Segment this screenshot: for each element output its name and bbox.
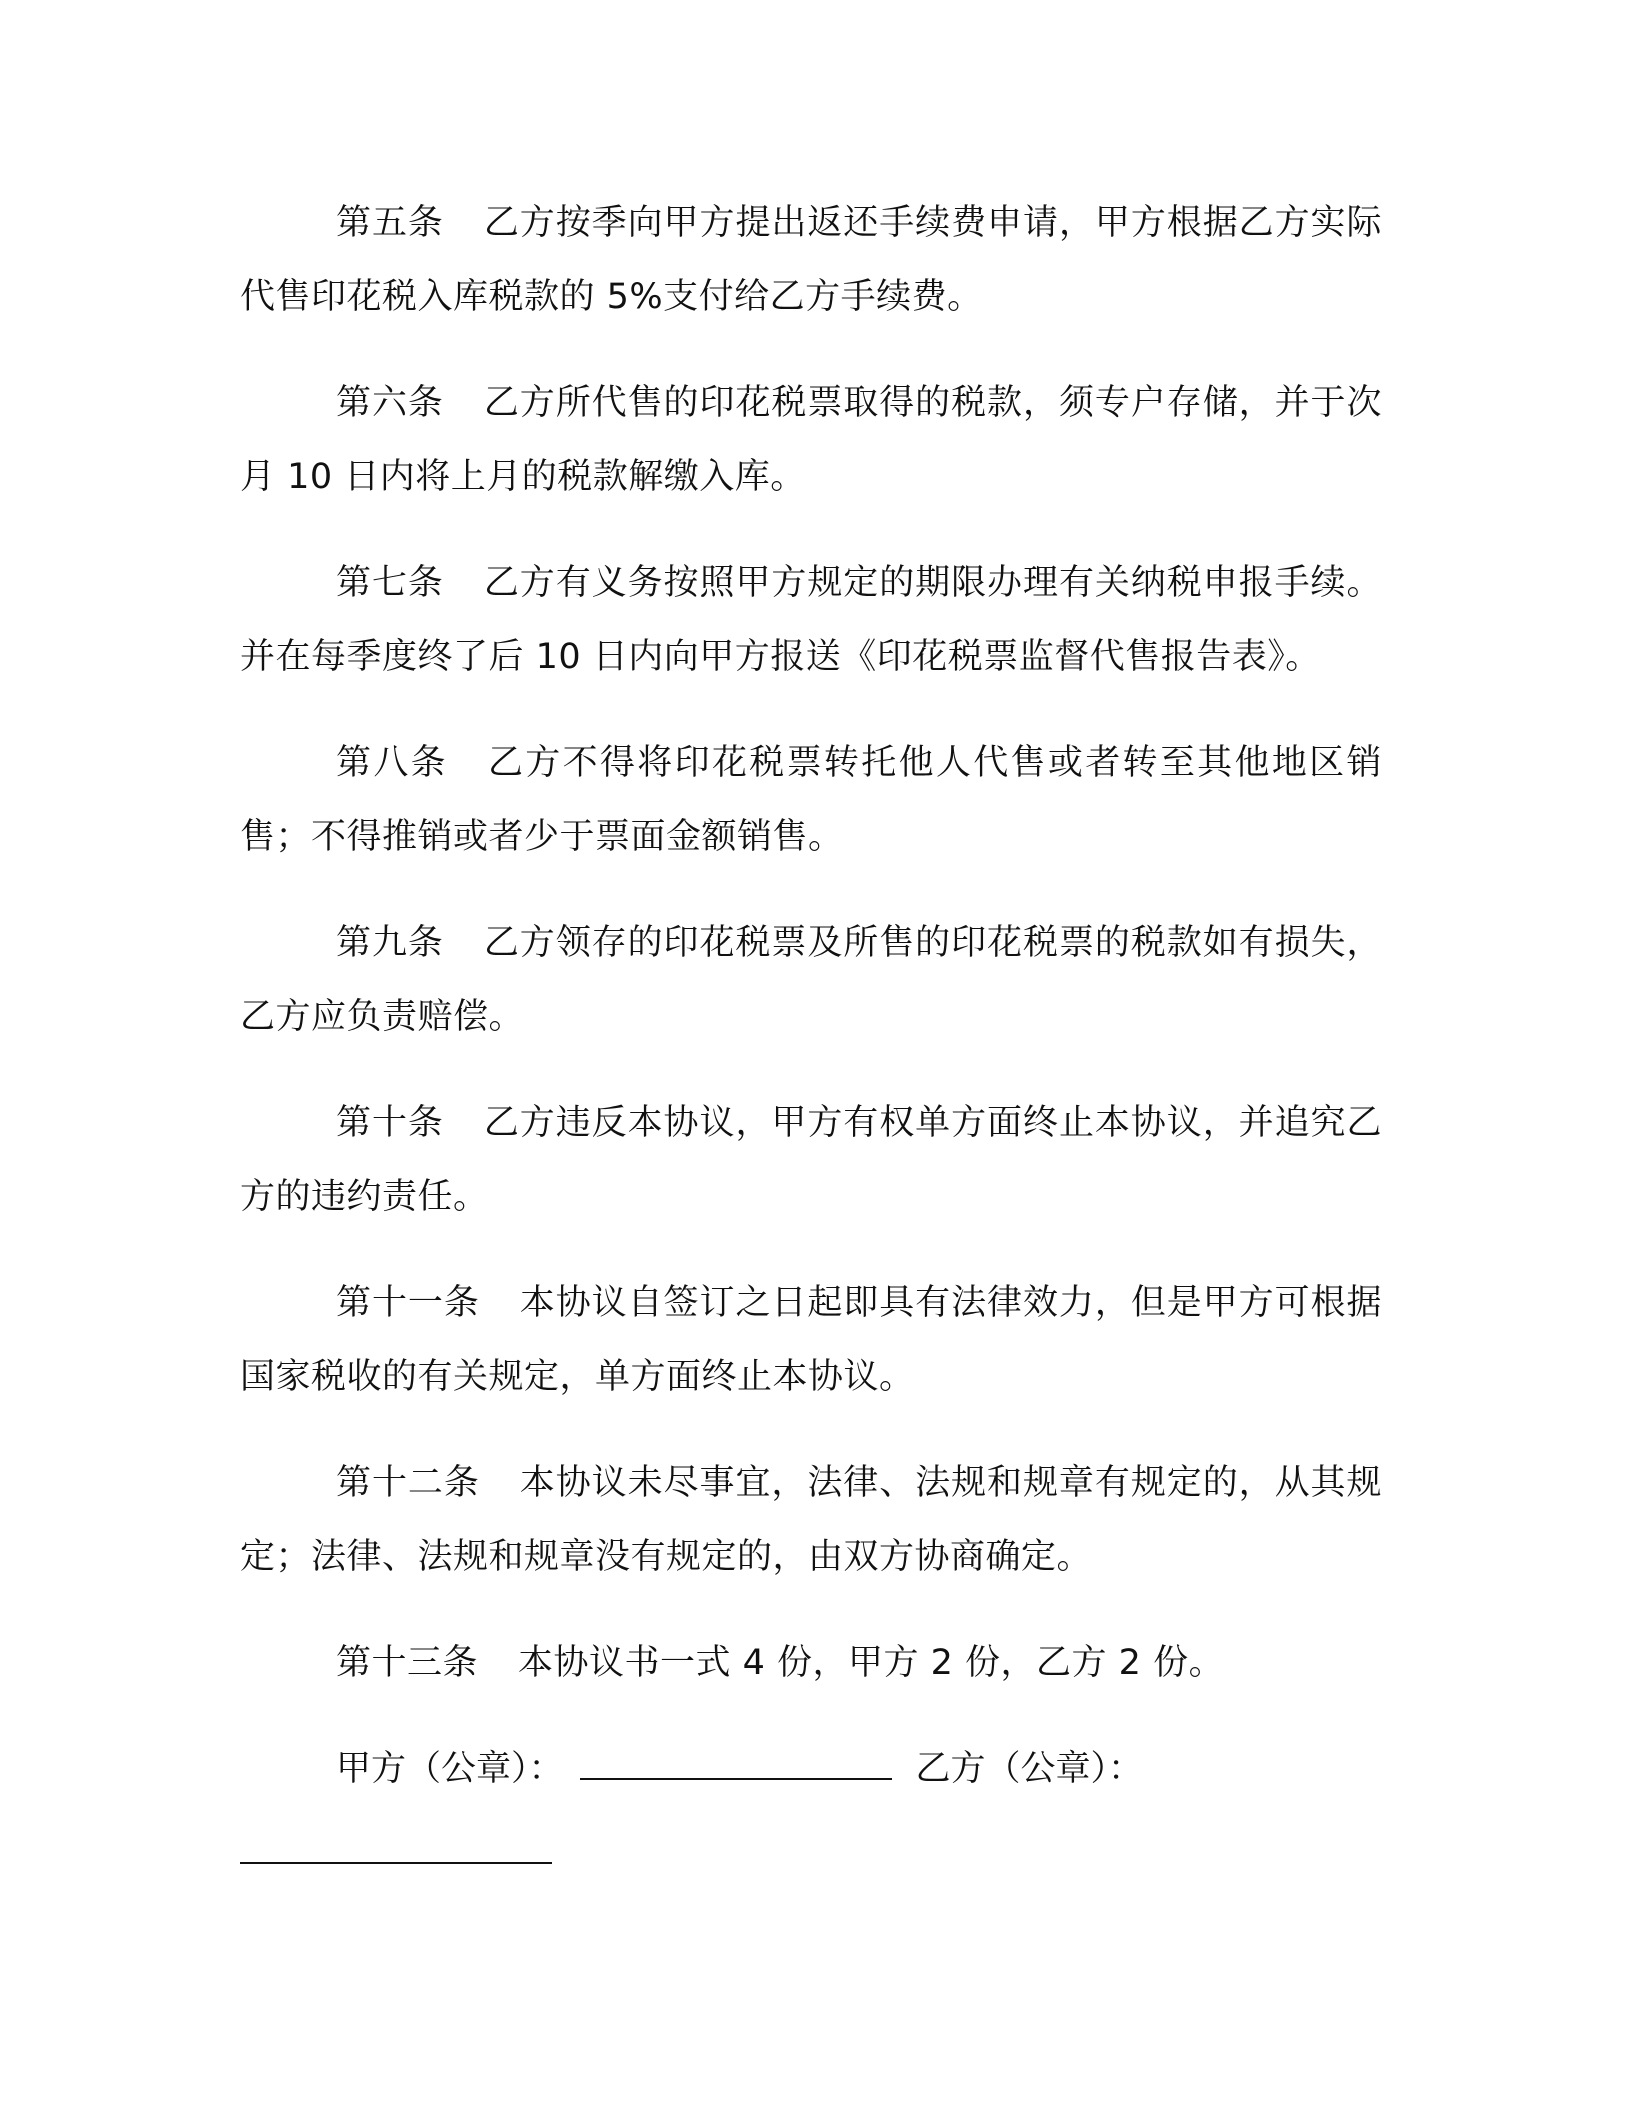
article-8 [240,726,1382,874]
article-number: 第六条 [336,383,444,423]
article-number: 第十一条 [336,1283,480,1323]
article-10 [240,1086,1382,1234]
article-9 [240,906,1382,1054]
article-number: 第十三条 [336,1643,479,1683]
article-text: 乙方有义务按照甲方规定的期限办理有关纳税申报手续。并在每季度终了后 10 日内向甲方报送《印花税票监督代售报告表》。 [240,563,1382,677]
article-number: 第十二条 [336,1463,480,1503]
article-number: 第五条 [336,203,444,243]
article-text: 乙方不得将印花税票转托他人代售或者转至其他地区销售；不得推销或者少于票面金额销售。 [240,743,1382,857]
article-text: 本协议未尽事宜，法律、法规和规章有规定的，从其规定；法律、法规和规章没有规定的，由双方协商确定。 [240,1463,1382,1577]
article-6 [240,366,1382,514]
article-text: 乙方违反本协议，甲方有权单方面终止本协议，并追究乙方的违约责任。 [240,1103,1382,1217]
article-5 [240,186,1382,334]
article-text: 乙方领存的印花税票及所售的印花税票的税款如有损失，乙方应负责赔偿。 [240,923,1382,1037]
article-text: 乙方所代售的印花税票取得的税款，须专户存储，并于次月 10 日内将上月的税款解缴入库。 [240,383,1382,497]
article-number: 第九条 [336,923,444,963]
article-text: 本协议书一式 4 份，甲方 2 份，乙方 2 份。 [518,1643,1225,1683]
article-11 [240,1266,1382,1414]
article-number: 第十条 [336,1103,444,1143]
party-a-signature-blank[interactable] [580,1748,892,1780]
article-13 [240,1626,1382,1700]
party-b-signature-blank[interactable] [240,1862,552,1864]
signature-line [240,1732,1382,1806]
article-number: 第七条 [336,563,444,603]
document-body [240,186,1382,1806]
party-b-seal-label: 乙方（公章）： [915,1749,1144,1789]
article-text: 乙方按季向甲方提出返还手续费申请，甲方根据乙方实际代售印花税入库税款的 5%支付给乙方手续费。 [240,203,1382,317]
article-12 [240,1446,1382,1594]
article-7 [240,546,1382,694]
article-text: 本协议自签订之日起即具有法律效力，但是甲方可根据国家税收的有关规定，单方面终止本协议。 [240,1283,1382,1397]
party-a-seal-label: 甲方（公章）： [336,1749,564,1789]
article-number: 第八条 [336,743,448,783]
